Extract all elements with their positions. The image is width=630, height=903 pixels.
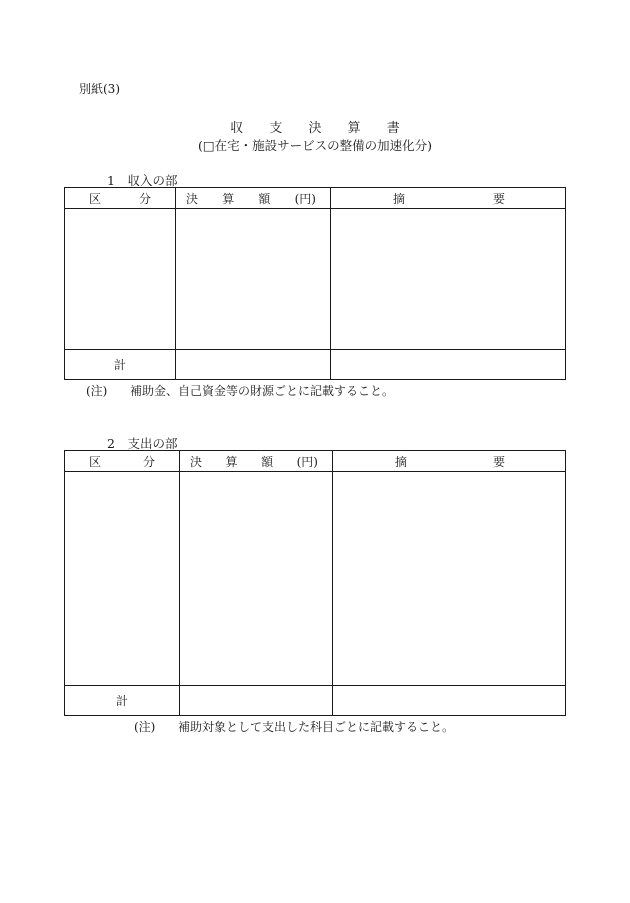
table-total-row <box>65 350 566 380</box>
total-label: 計 <box>65 686 180 716</box>
income-table <box>64 187 566 380</box>
note-text: 補助金、自己資金等の財源ごとに記載すること。 <box>130 384 395 398</box>
total-memo-cell[interactable] <box>333 686 566 716</box>
table-total-row <box>65 686 566 716</box>
column-header-memo: 摘 要 <box>333 451 566 472</box>
income-note <box>86 382 394 399</box>
table-body-row <box>65 209 566 350</box>
note-tag: (注) <box>134 720 156 734</box>
total-memo-cell[interactable] <box>331 350 566 380</box>
column-header-amount: 決 算 額 (円) <box>180 451 333 472</box>
expenditure-note <box>134 718 454 735</box>
expenditure-table <box>64 450 566 716</box>
table-header-row <box>65 188 566 209</box>
total-amount-cell[interactable] <box>180 686 333 716</box>
note-text: 補助対象として支出した科目ごとに記載すること。 <box>178 720 455 734</box>
note-tag: (注) <box>86 384 108 398</box>
total-amount-cell[interactable] <box>176 350 331 380</box>
column-header-amount: 決 算 額 (円) <box>176 188 331 209</box>
document-subtitle: (□在宅・施設サービスの整備の加速化分) <box>197 138 433 153</box>
total-label: 計 <box>65 350 176 380</box>
document-title <box>0 117 630 136</box>
amount-cell[interactable] <box>180 472 333 686</box>
memo-cell[interactable] <box>333 472 566 686</box>
expenditure-section-heading: 2 支出の部 <box>107 436 178 451</box>
attachment-label: 別紙(3) <box>79 82 120 96</box>
category-cell[interactable] <box>65 472 180 686</box>
title-char: 収 <box>230 121 244 136</box>
category-cell[interactable] <box>65 209 176 350</box>
amount-cell[interactable] <box>176 209 331 350</box>
title-char: 書 <box>386 121 400 136</box>
column-header-memo: 摘 要 <box>331 188 566 209</box>
table-header-row <box>65 451 566 472</box>
title-char: 支 <box>269 121 283 136</box>
title-char: 算 <box>347 121 361 136</box>
memo-cell[interactable] <box>331 209 566 350</box>
income-section-heading: 1 収入の部 <box>107 173 178 188</box>
column-header-category: 区 分 <box>65 451 180 472</box>
table-body-row <box>65 472 566 686</box>
title-char: 決 <box>308 121 322 136</box>
column-header-category: 区 分 <box>65 188 176 209</box>
